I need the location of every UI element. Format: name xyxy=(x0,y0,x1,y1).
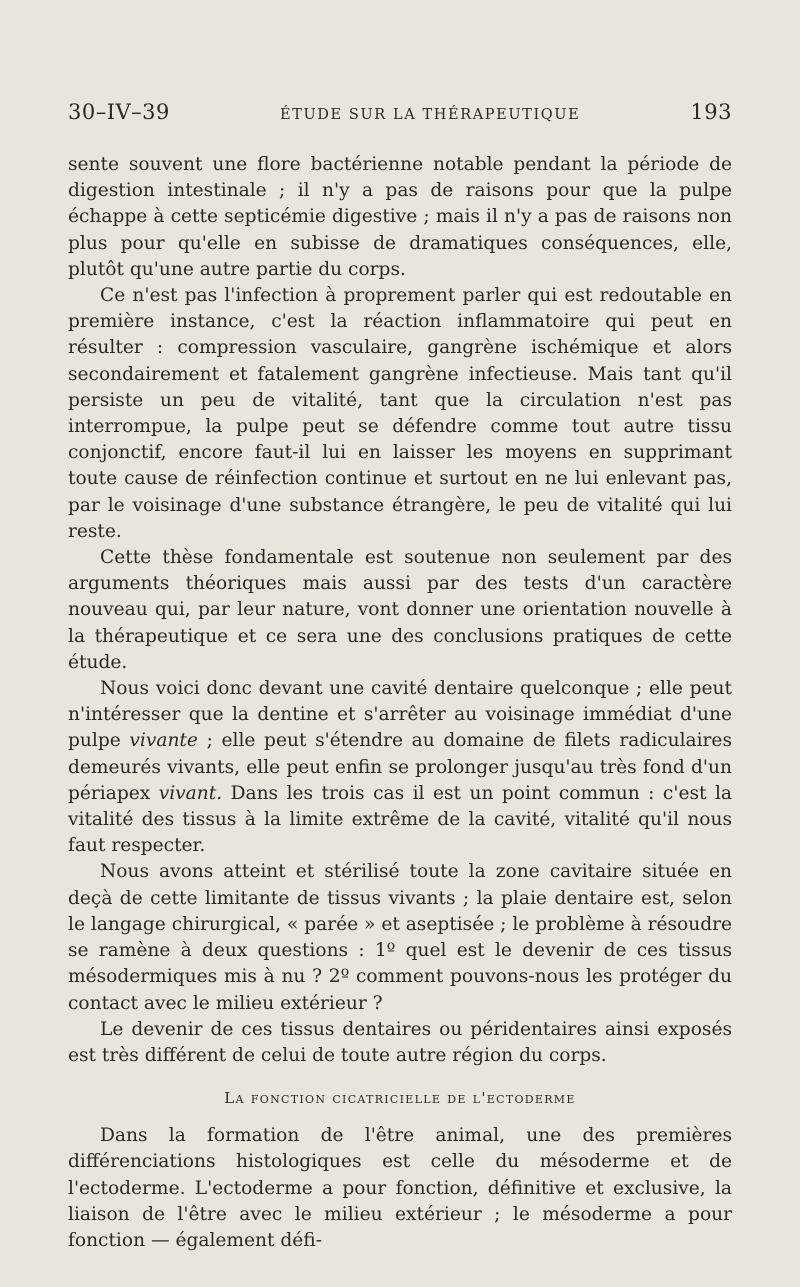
paragraph-1 xyxy=(68,152,732,283)
page-number: 193 xyxy=(690,100,732,124)
running-header xyxy=(68,100,732,130)
paragraph-4 xyxy=(68,676,732,859)
section-heading: La fonction cicatricielle de l'ectoderme xyxy=(224,1089,576,1108)
paragraph-text: ; elle peut s'étendre au domaine de filets radiculaires demeurés vivants, elle peut enfin se prolonger jusqu'au très fond d'un périapex xyxy=(68,730,732,804)
paragraph-text: sente souvent une flore bactérienne notable pendant la période de digestion intestinale ; il n'y a pas de raisons pour que la pulpe échappe à cette septicémie digestive ; mais il n'y a pas de raisons non plus pour qu'elle en subisse de dramatiques conséquences, elle, plutôt qu'une autre partie du corps. xyxy=(68,154,732,280)
header-title: ÉTUDE SUR LA THÉRAPEUTIQUE xyxy=(280,107,581,123)
paragraph-text: Ce n'est pas l'infection à proprement parler qui est redoutable en première instance, c'est la réaction inflammatoire qui peut en résulter : compression vasculaire, gangrène ischémique et alors secondairement et fatalement gangrène infectieuse. Mais tant qu'il persiste un peu de vitalité, tant que la circulation n'est pas interrompue, la pulpe peut se défendre comme tout autre tissu conjonctif, encore faut-il lui en laisser les moyens en supprimant toute cause de réinfection continue et surtout en ne lui enlevant pas, par le voisinage d'une substance étrangère, le peu de vitalité qui lui reste. xyxy=(68,285,732,542)
body-text xyxy=(68,152,732,1254)
paragraph-3 xyxy=(68,545,732,676)
paragraph-7 xyxy=(68,1123,732,1254)
paragraph-5 xyxy=(68,859,732,1016)
header-date: 30–IV–39 xyxy=(68,100,170,124)
paragraph-text: Nous voici donc devant une cavité dentaire quelconque ; elle peut n'intéresser que la dentine et s'arrêter au voisinage immédiat d'une pulpe xyxy=(68,678,732,752)
italic-term: vivant. xyxy=(158,782,223,804)
paragraph-text: Cette thèse fondamentale est soutenue non seulement par des arguments théoriques mais aussi par des tests d'un caractère nouveau qui, par leur nature, vont donner une orientation nouvelle à la thérapeutique et ce sera une des conclusions pratiques de cette étude. xyxy=(68,547,732,673)
paragraph-6 xyxy=(68,1017,732,1069)
italic-term: vivante xyxy=(129,730,198,752)
paragraph-text: Dans la formation de l'être animal, une des premières différenciations histologiques est celle du mésoderme et de l'ectoderme. L'ectoderme a pour fonction, définitive et exclusive, la liaison de l'être avec le milieu extérieur ; le mésoderme a pour fonction — également défi- xyxy=(68,1125,732,1251)
paragraph-text: Nous avons atteint et stérilisé toute la zone cavitaire située en deçà de cette limitante de tissus vivants ; la plaie dentaire est, selon le langage chirurgical, « parée » et aseptisée ; le problème à résoudre se ramène à deux questions : 1º quel est le devenir de ces tissus mésodermiques mis à nu ? 2º comment pouvons-nous les protéger du contact avec le milieu extérieur ? xyxy=(68,861,732,1014)
paragraph-2 xyxy=(68,283,732,545)
paragraph-text: Dans les trois cas il est un point commun : c'est la vitalité des tissus à la limite extrême de la cavité, vitalité qu'il nous faut respecter. xyxy=(68,782,732,857)
paragraph-text: Le devenir de ces tissus dentaires ou péridentaires ainsi exposés est très différent de celui de toute autre région du corps. xyxy=(68,1018,732,1066)
